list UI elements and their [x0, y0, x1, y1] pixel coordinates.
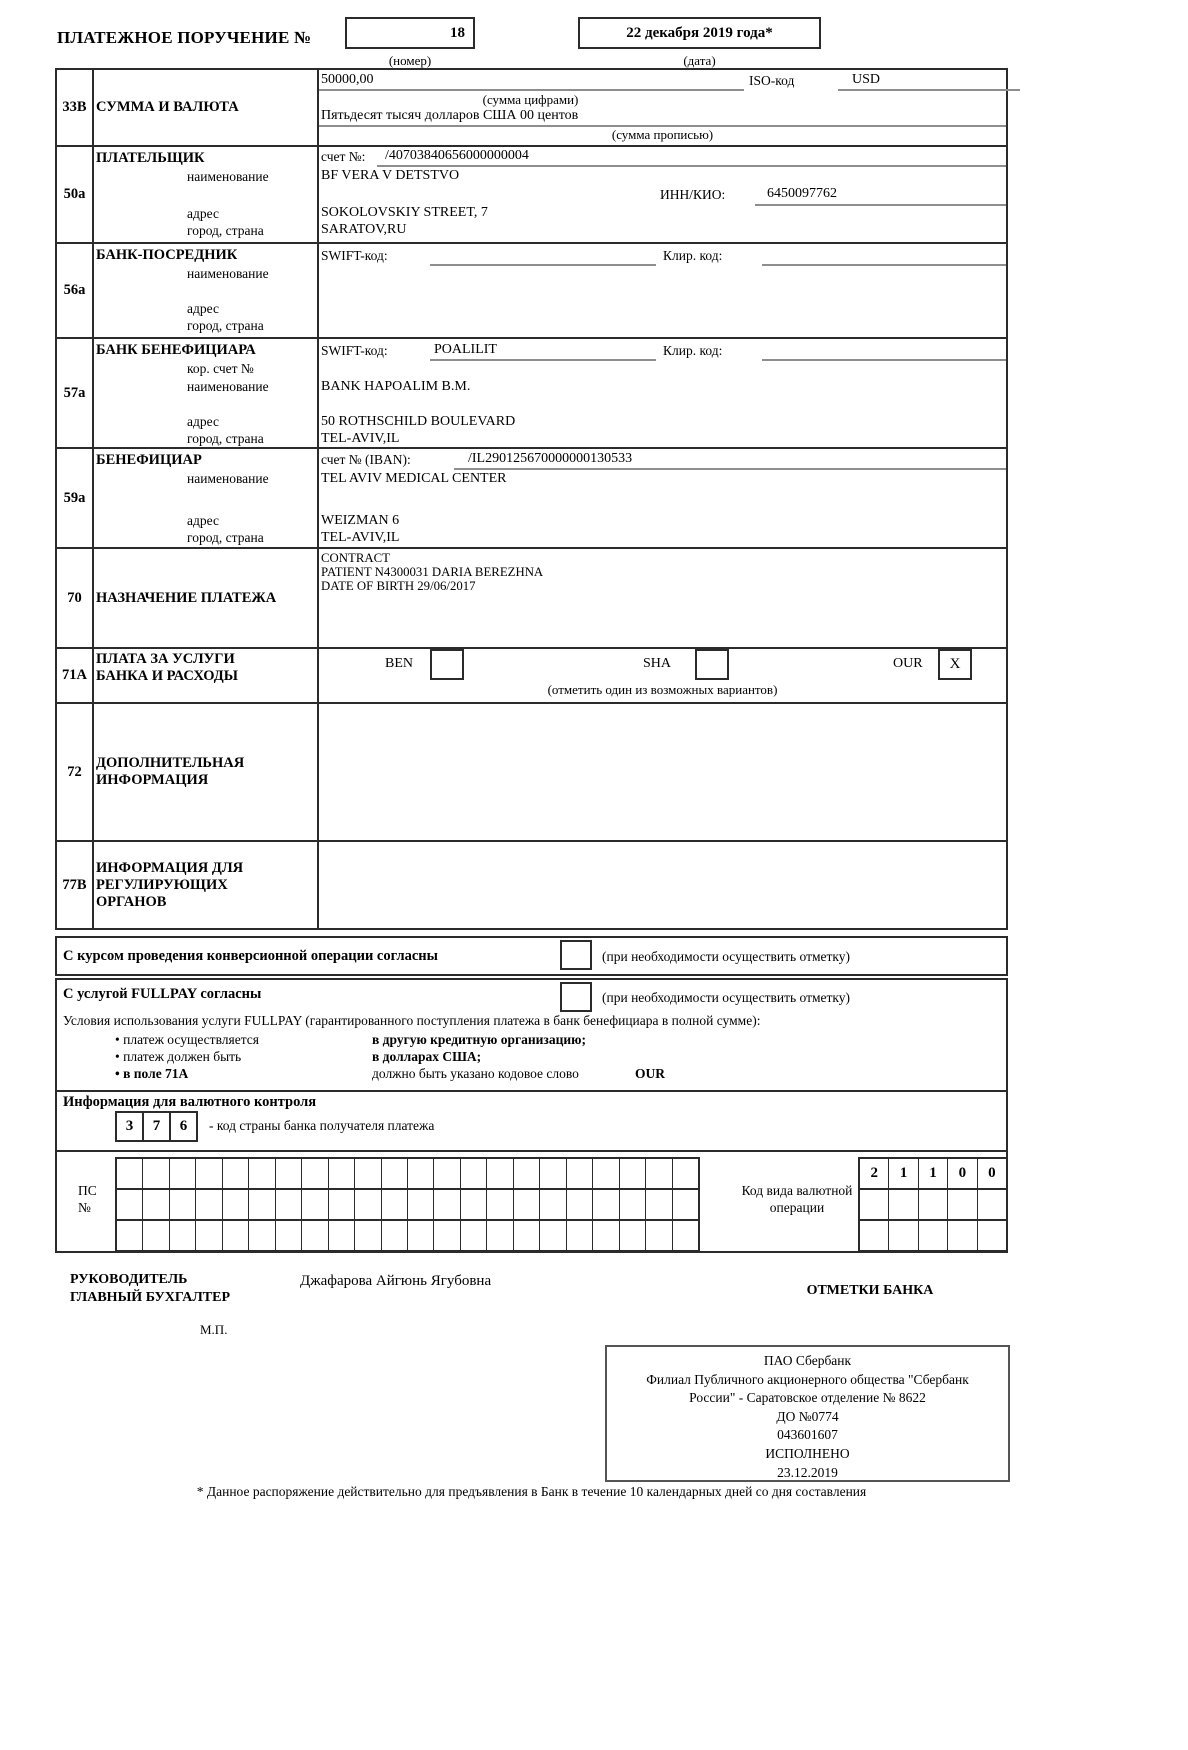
intermediary-swift-label: SWIFT-код: [321, 248, 388, 263]
grid-row [860, 1190, 1006, 1221]
ps-grid-cell[interactable] [434, 1190, 460, 1219]
charges-option-sha-checkbox[interactable] [695, 649, 729, 680]
ps-grid-cell[interactable] [196, 1190, 222, 1219]
beneficiary-bank-corr-sublabel: кор. счет № [187, 361, 254, 376]
ps-grid-cell[interactable] [593, 1159, 619, 1188]
op-code-cell[interactable] [889, 1190, 918, 1219]
amount-section-label: СУММА И ВАЛЮТА [96, 99, 239, 115]
amount-words-field: Пятьдесят тысяч долларов США 00 центов [319, 108, 1006, 127]
fullpay-bullet-left: • платеж должен быть [115, 1049, 242, 1064]
row-beneficiary [57, 447, 1006, 547]
ps-grid-cell[interactable] [276, 1159, 302, 1188]
grid-row [117, 1159, 698, 1190]
seal-place-label: М.П. [200, 1322, 228, 1337]
purpose-line: CONTRACT [321, 551, 390, 565]
ps-grid-cell[interactable] [329, 1221, 355, 1250]
bank-stamp-line: ИСПОЛНЕНО [765, 1445, 850, 1461]
charges-hint: (отметить один из возможных вариантов) [547, 682, 778, 697]
additional-info-label-line2: ИНФОРМАЦИЯ [96, 772, 209, 788]
purpose-line: DATE OF BIRTH 29/06/2017 [321, 579, 476, 593]
ps-grid-cell[interactable] [673, 1190, 698, 1219]
payer-name-value: BF VERA V DETSTVO [321, 168, 460, 183]
ps-grid-cell[interactable] [593, 1190, 619, 1219]
conversion-agreement-hint: (при необходимости осуществить отметку) [602, 949, 851, 964]
accountant-signature-label: ГЛАВНЫЙ БУХГАЛТЕР [70, 1290, 231, 1305]
op-code-cell[interactable] [860, 1190, 889, 1219]
intermediary-city-sublabel: город, страна [187, 318, 264, 333]
purpose-line: PATIENT N4300031 DARIA BEREZHNA [321, 565, 544, 579]
payer-label: ПЛАТЕЛЬЩИК [96, 150, 205, 166]
bank-stamp [605, 1345, 1010, 1482]
country-code-digit: 6 [169, 1111, 198, 1142]
ps-grid-cell[interactable] [567, 1159, 593, 1188]
ps-grid-cell[interactable] [329, 1190, 355, 1219]
charges-option-our-label: OUR [893, 656, 923, 671]
fullpay-bullet-right: должно быть указано кодовое слово [372, 1066, 579, 1081]
grid-row [117, 1190, 698, 1221]
ps-grid-cell[interactable] [355, 1190, 381, 1219]
ps-grid-cell[interactable] [461, 1159, 487, 1188]
ps-grid-cell[interactable] [382, 1159, 408, 1188]
ps-grid-cell[interactable] [302, 1190, 328, 1219]
charges-label-line1: ПЛАТА ЗА УСЛУГИ [96, 651, 235, 667]
ps-grid-cell[interactable] [117, 1159, 143, 1188]
validity-footnote: * Данное распоряжение действительно для предъявления в Банк в течение 10 календарных дней со дня составления [196, 1484, 867, 1499]
ps-grid-cell[interactable] [567, 1190, 593, 1219]
order-number-box: 18 [345, 17, 475, 49]
bank-stamp-line: России" - Саратовское отделение № 8622 [689, 1390, 926, 1406]
ps-grid-cell[interactable] [540, 1190, 566, 1219]
ps-grid-cell[interactable] [170, 1159, 196, 1188]
ps-grid-cell[interactable] [434, 1221, 460, 1250]
fullpay-bullet-left: • в поле 71А [115, 1066, 189, 1081]
payer-inn-value: 6450097762 [755, 186, 1006, 206]
fullpay-label: С услугой FULLPAY согласны [63, 986, 262, 1002]
ps-grid-cell[interactable] [249, 1221, 275, 1250]
field-code-56a: 56а [57, 244, 94, 337]
beneficiary-bank-label: БАНК БЕНЕФИЦИАРА [96, 342, 256, 358]
ps-grid-cell[interactable] [646, 1221, 672, 1250]
bank-stamp-line: 043601607 [777, 1427, 838, 1443]
charges-option-ben-label: BEN [385, 656, 413, 671]
beneficiary-iban-label: счет № (IBAN): [321, 452, 411, 467]
beneficiary-city-value: TEL-AVIV,IL [321, 530, 400, 545]
op-code-label-line2: операции [769, 1200, 825, 1215]
fullpay-checkbox[interactable] [560, 982, 592, 1012]
ps-grid-cell[interactable] [329, 1159, 355, 1188]
regulatory-info-label-line1: ИНФОРМАЦИЯ ДЛЯ [96, 859, 244, 876]
beneficiary-bank-name-sublabel: наименование [187, 379, 269, 394]
order-date-box: 22 декабря 2019 года* [578, 17, 821, 49]
ps-grid-cell[interactable] [143, 1190, 169, 1219]
divider [57, 1090, 1006, 1092]
conversion-agreement-row [55, 936, 1008, 976]
op-code-cell[interactable] [978, 1221, 1006, 1250]
op-code-cell[interactable] [919, 1221, 948, 1250]
amount-digits-field: 50000,00 [319, 72, 744, 91]
ps-grid-cell[interactable] [408, 1221, 434, 1250]
ps-grid-cell[interactable] [117, 1190, 143, 1219]
ps-grid-cell[interactable] [223, 1221, 249, 1250]
field-code-70: 70 [57, 549, 94, 647]
ps-grid-cell[interactable] [196, 1159, 222, 1188]
document-title: ПЛАТЕЖНОЕ ПОРУЧЕНИЕ № [57, 28, 312, 47]
beneficiary-bank-city-sublabel: город, страна [187, 431, 264, 446]
beneficiary-bank-city-value: TEL-AVIV,IL [321, 431, 400, 446]
operation-type-code-grid [858, 1157, 1008, 1252]
conversion-agreement-checkbox[interactable] [560, 940, 592, 970]
fullpay-bullet-right: в другую кредитную организацию; [372, 1032, 586, 1047]
fullpay-hint: (при необходимости осуществить отметку) [602, 990, 851, 1005]
bank-marks-label: ОТМЕТКИ БАНКА [806, 1283, 934, 1298]
op-code-cell[interactable] [919, 1190, 948, 1219]
head-signature-label: РУКОВОДИТЕЛЬ [70, 1272, 188, 1287]
ps-grid-cell[interactable] [302, 1159, 328, 1188]
beneficiary-bank-clearing-value [762, 342, 1006, 361]
intermediary-name-sublabel: наименование [187, 266, 269, 281]
ps-grid-cell[interactable] [646, 1190, 672, 1219]
signer-name: Джафарова Айгюнь Ягубовна [300, 1273, 492, 1289]
ps-grid-cell[interactable] [487, 1190, 513, 1219]
op-code-cell: 0 [948, 1159, 977, 1188]
ps-grid-cell[interactable] [117, 1221, 143, 1250]
payer-account-value: /40703840656000000004 [377, 148, 1006, 167]
ps-grid-cell[interactable] [302, 1221, 328, 1250]
op-code-label-line1: Код вида валютной [741, 1183, 853, 1198]
ps-grid-cell[interactable] [620, 1221, 646, 1250]
purpose-label: НАЗНАЧЕНИЕ ПЛАТЕЖА [96, 589, 277, 606]
ps-grid-cell[interactable] [593, 1221, 619, 1250]
ps-label-line1: ПС [78, 1183, 97, 1198]
beneficiary-label: БЕНЕФИЦИАР [96, 452, 202, 468]
row-beneficiary-bank [57, 337, 1006, 447]
field-code-71a: 71А [57, 649, 94, 702]
currency-control-title: Информация для валютного контроля [63, 1094, 317, 1110]
field-code-72: 72 [57, 704, 94, 840]
ps-grid-cell[interactable] [143, 1159, 169, 1188]
payer-name-sublabel: наименование [187, 169, 269, 184]
payer-city-sublabel: город, страна [187, 223, 264, 238]
divider [57, 1150, 1006, 1152]
bank-stamp-line: 23.12.2019 [777, 1464, 838, 1480]
charges-option-ben-checkbox[interactable] [430, 649, 464, 680]
row-regulatory-info [57, 840, 1006, 928]
ps-grid-cell[interactable] [646, 1159, 672, 1188]
fullpay-bullet-left: • платеж осуществляется [115, 1032, 259, 1047]
ps-grid-cell[interactable] [249, 1190, 275, 1219]
ps-grid-cell[interactable] [673, 1221, 698, 1250]
ps-grid-cell[interactable] [382, 1190, 408, 1219]
beneficiary-address-sublabel: адрес [187, 513, 219, 528]
field-code-77b: 77В [57, 842, 94, 928]
beneficiary-iban-value: /IL290125670000000130533 [454, 451, 1006, 470]
conversion-agreement-label: С курсом проведения конверсионной операции согласны [63, 948, 438, 964]
op-code-cell: 2 [860, 1159, 889, 1188]
beneficiary-bank-name-value: BANK HAPOALIM B.M. [321, 379, 471, 394]
ps-grid-cell[interactable] [276, 1190, 302, 1219]
beneficiary-bank-swift-label: SWIFT-код: [321, 343, 388, 358]
fullpay-code-word: OUR [635, 1066, 665, 1081]
field-code-50a: 50а [57, 147, 94, 242]
op-code-cell: 1 [919, 1159, 948, 1188]
field-code-33b: 33В [57, 70, 94, 145]
bank-stamp-line: ПАО Сбербанк [763, 1353, 852, 1368]
ps-grid-cell[interactable] [487, 1159, 513, 1188]
ps-grid-cell[interactable] [382, 1221, 408, 1250]
beneficiary-bank-address-sublabel: адрес [187, 414, 219, 429]
regulatory-info-content [319, 842, 1006, 928]
ps-grid-cell[interactable] [620, 1159, 646, 1188]
ps-grid-cell[interactable] [461, 1190, 487, 1219]
charges-option-sha-label: SHA [643, 656, 672, 671]
ps-grid-cell[interactable] [143, 1221, 169, 1250]
iso-code-value: USD [838, 72, 1020, 91]
ps-grid-cell[interactable] [514, 1159, 540, 1188]
charges-option-our-checkbox[interactable]: X [938, 649, 972, 680]
ps-grid-cell[interactable] [408, 1159, 434, 1188]
intermediary-clearing-value [762, 247, 1006, 266]
fullpay-section [55, 978, 1008, 1253]
ps-grid-cell[interactable] [170, 1221, 196, 1250]
op-code-cell[interactable] [978, 1190, 1006, 1219]
ps-label-line2: № [78, 1200, 91, 1215]
payer-address-value: SOKOLOVSKIY STREET, 7 [321, 205, 488, 220]
ps-grid-cell[interactable] [223, 1159, 249, 1188]
payer-inn-label: ИНН/КИО: [660, 187, 726, 202]
ps-grid-cell[interactable] [196, 1221, 222, 1250]
payer-account-label: счет №: [321, 149, 366, 164]
row-charges [57, 647, 1006, 702]
op-code-cell: 1 [889, 1159, 918, 1188]
row-purpose [57, 547, 1006, 647]
ps-grid-cell[interactable] [567, 1221, 593, 1250]
row-intermediary-bank [57, 242, 1006, 337]
additional-info-content [319, 704, 1006, 840]
op-code-cell[interactable] [948, 1221, 977, 1250]
beneficiary-bank-swift-value: POALILIT [430, 342, 656, 361]
fullpay-conditions-title: Условия использования услуги FULLPAY (гарантированного поступления платежа в банк бенефициара в полной сумме): [63, 1013, 761, 1028]
ps-grid-cell[interactable] [540, 1159, 566, 1188]
ps-grid-cell[interactable] [355, 1221, 381, 1250]
row-payer [57, 145, 1006, 242]
beneficiary-bank-address-value: 50 ROTHSCHILD BOULEVARD [321, 414, 516, 429]
ps-grid-cell[interactable] [461, 1221, 487, 1250]
ps-grid-cell[interactable] [408, 1190, 434, 1219]
grid-row [117, 1221, 698, 1250]
country-code-digit: 7 [142, 1111, 171, 1142]
payer-address-sublabel: адрес [187, 206, 219, 221]
charges-label-line2: БАНКА И РАСХОДЫ [96, 668, 239, 684]
field-code-57a: 57а [57, 339, 94, 447]
beneficiary-address-value: WEIZMAN 6 [321, 513, 400, 528]
row-amount [57, 70, 1006, 145]
ps-grid-cell[interactable] [434, 1159, 460, 1188]
additional-info-label-line1: ДОПОЛНИТЕЛЬНАЯ [96, 755, 245, 771]
op-code-cell[interactable] [860, 1221, 889, 1250]
field-code-59a: 59а [57, 449, 94, 547]
ps-number-grid [115, 1157, 700, 1252]
ps-grid-cell[interactable] [487, 1221, 513, 1250]
ps-grid-cell[interactable] [620, 1190, 646, 1219]
grid-row [860, 1159, 1006, 1190]
ps-grid-cell[interactable] [673, 1159, 698, 1188]
op-code-cell: 0 [988, 1165, 996, 1181]
ps-grid-cell[interactable] [223, 1190, 249, 1219]
payer-city-value: SARATOV,RU [321, 222, 407, 237]
intermediary-clearing-label: Клир. код: [663, 248, 723, 263]
regulatory-info-label-line3: ОРГАНОВ [96, 893, 167, 910]
ps-grid-cell[interactable] [540, 1221, 566, 1250]
intermediary-bank-label: БАНК-ПОСРЕДНИК [96, 247, 238, 263]
ps-grid-cell[interactable] [355, 1159, 381, 1188]
fullpay-bullet-right: в долларах США; [372, 1049, 482, 1064]
number-hint: (номер) [388, 53, 432, 68]
intermediary-address-sublabel: адрес [187, 301, 219, 316]
op-code-cell[interactable] [889, 1221, 918, 1250]
beneficiary-name-sublabel: наименование [187, 471, 269, 486]
amount-digits-hint: (сумма цифрами) [482, 92, 579, 107]
ps-grid-cell[interactable] [249, 1159, 275, 1188]
bank-stamp-line: ДО №0774 [776, 1408, 839, 1424]
beneficiary-city-sublabel: город, страна [187, 530, 264, 545]
beneficiary-name-value: TEL AVIV MEDICAL CENTER [321, 471, 507, 486]
country-code-digit: 3 [115, 1111, 144, 1142]
op-code-cell[interactable] [948, 1190, 977, 1219]
date-hint: (дата) [683, 53, 716, 68]
row-additional-info [57, 702, 1006, 840]
ps-grid-cell[interactable] [514, 1190, 540, 1219]
iso-code-label: ISO-код [749, 73, 795, 88]
beneficiary-bank-clearing-label: Клир. код: [663, 343, 723, 358]
grid-row [860, 1221, 1006, 1250]
ps-grid-cell[interactable] [514, 1221, 540, 1250]
amount-words-hint: (сумма прописью) [611, 127, 714, 142]
ps-grid-cell[interactable] [276, 1221, 302, 1250]
country-code-hint: - код страны банка получателя платежа [209, 1118, 435, 1133]
bank-stamp-line: Филиал Публичного акционерного общества "Сбербанк [646, 1371, 969, 1387]
intermediary-swift-value [430, 247, 656, 266]
regulatory-info-label-line2: РЕГУЛИРУЮЩИХ [96, 876, 228, 893]
ps-grid-cell[interactable] [170, 1190, 196, 1219]
payment-order-table [55, 68, 1008, 930]
